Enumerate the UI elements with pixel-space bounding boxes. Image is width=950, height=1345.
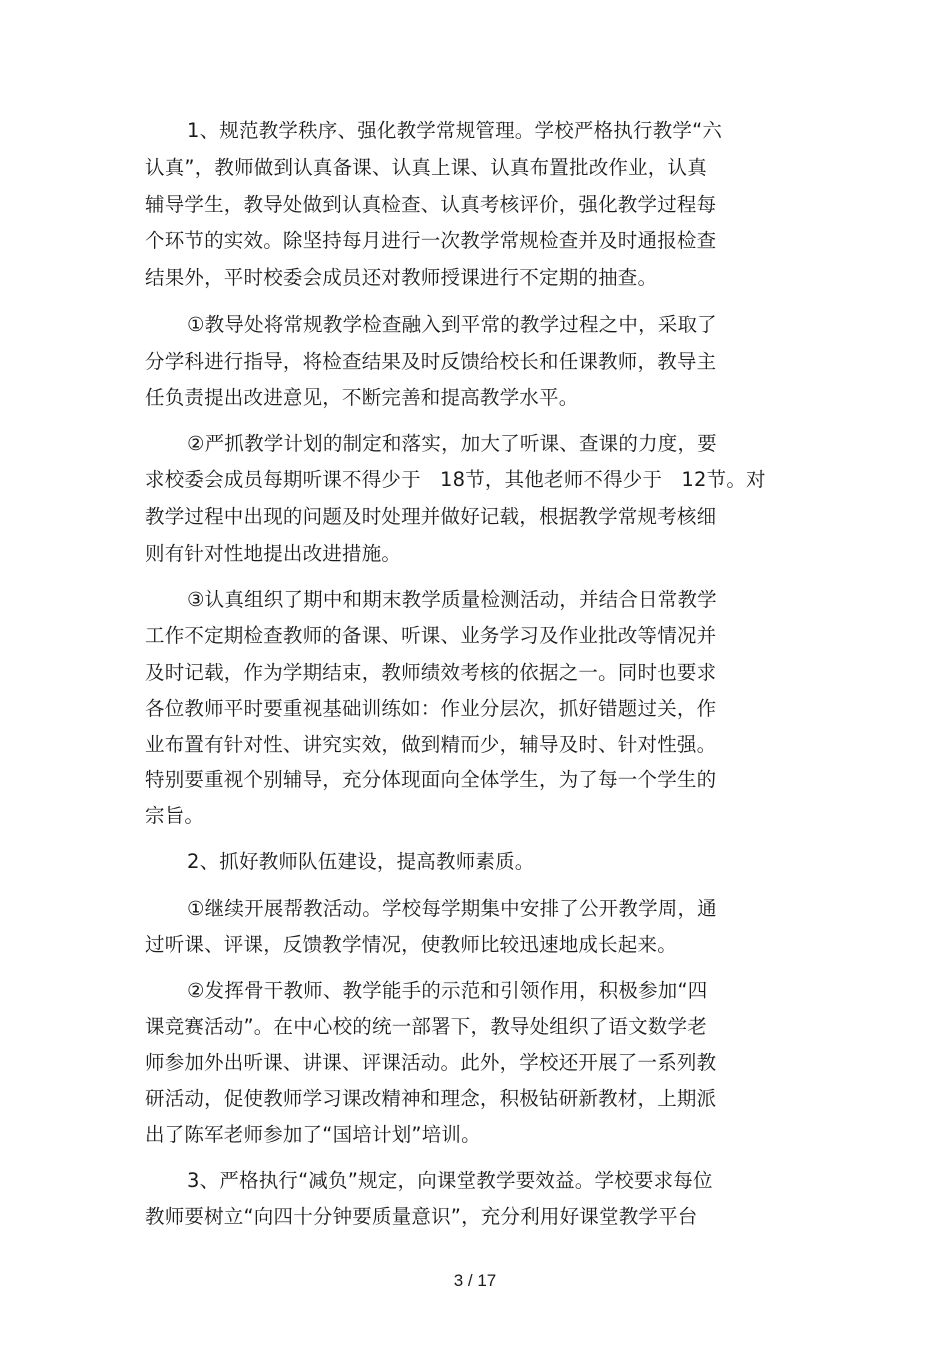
paragraph-line: 研活动，促使教师学习课改精神和理念，积极钻研新教材，上期派: [145, 1087, 717, 1110]
paragraph-line: ③认真组织了期中和期末教学质量检测活动，并结合日常教学: [187, 588, 717, 611]
paragraph-line: 师参加外出听课、讲课、评课活动。此外，学校还开展了一系列教: [145, 1051, 717, 1074]
paragraph-line: ②发挥骨干教师、教学能手的示范和引领作用，积极参加“四: [187, 979, 708, 1002]
paragraph-line: ①教导处将常规教学检查融入到平常的教学过程之中，采取了: [187, 313, 717, 336]
paragraph-line: 宗旨。: [145, 804, 205, 827]
paragraph-line: 教学过程中出现的问题及时处理并做好记载，根据教学常规考核细: [145, 505, 717, 528]
paragraph-line: 求校委会成员每期听课不得少于 18节，其他老师不得少于 12节。对: [145, 468, 766, 491]
paragraph-line: 出了陈军老师参加了“国培计划”培训。: [145, 1123, 481, 1146]
paragraph-line: 各位教师平时要重视基础训练如：作业分层次，抓好错题过关，作: [145, 697, 717, 720]
paragraph-line: 辅导学生，教导处做到认真检查、认真考核评价，强化教学过程每: [145, 193, 717, 216]
paragraph-line: 认真”，教师做到认真备课、认真上课、认真布置批改作业，认真: [145, 156, 707, 179]
paragraph-line: 教师要树立“向四十分钟要质量意识”，充分利用好课堂教学平台: [145, 1205, 698, 1228]
paragraph-line: 课竞赛活动”。在中心校的统一部署下，教导处组织了语文数学老: [145, 1015, 707, 1038]
paragraph-line: 3、严格执行“减负”规定，向课堂教学要效益。学校要求每位: [187, 1169, 713, 1192]
paragraph-line: 过听课、评课，反馈教学情况，使教师比较迅速地成长起来。: [145, 933, 677, 956]
page-number: 3 / 17: [453, 1271, 497, 1290]
paragraph-line: 结果外，平时校委会成员还对教师授课进行不定期的抽查。: [145, 266, 658, 289]
paragraph-line: 业布置有针对性、讲究实效，做到精而少，辅导及时、针对性强。: [145, 733, 717, 756]
paragraph-line: ②严抓教学计划的制定和落实，加大了听课、查课的力度，要: [187, 432, 717, 455]
paragraph-line: 工作不定期检查教师的备课、听课、业务学习及作业批改等情况并: [145, 624, 717, 647]
paragraph-line: 个环节的实效。除坚持每月进行一次教学常规检查并及时通报检查: [145, 229, 717, 252]
paragraph-line: 及时记载，作为学期结束，教师绩效考核的依据之一。同时也要求: [145, 661, 717, 684]
paragraph-line: ①继续开展帮教活动。学校每学期集中安排了公开教学周，通: [187, 897, 717, 920]
paragraph-line: 任负责提出改进意见，不断完善和提高教学水平。: [145, 386, 579, 409]
paragraph-line: 则有针对性地提出改进措施。: [145, 542, 402, 565]
paragraph-line: 特别要重视个别辅导，充分体现面向全体学生，为了每一个学生的: [145, 768, 717, 791]
paragraph-line: 分学科进行指导，将检查结果及时反馈给校长和任课教师，教导主: [145, 350, 717, 373]
paragraph-line: 2、抓好教师队伍建设，提高教师素质。: [187, 850, 535, 873]
paragraph-line: 1、规范教学秩序、强化教学常规管理。学校严格执行教学“六: [187, 119, 723, 142]
